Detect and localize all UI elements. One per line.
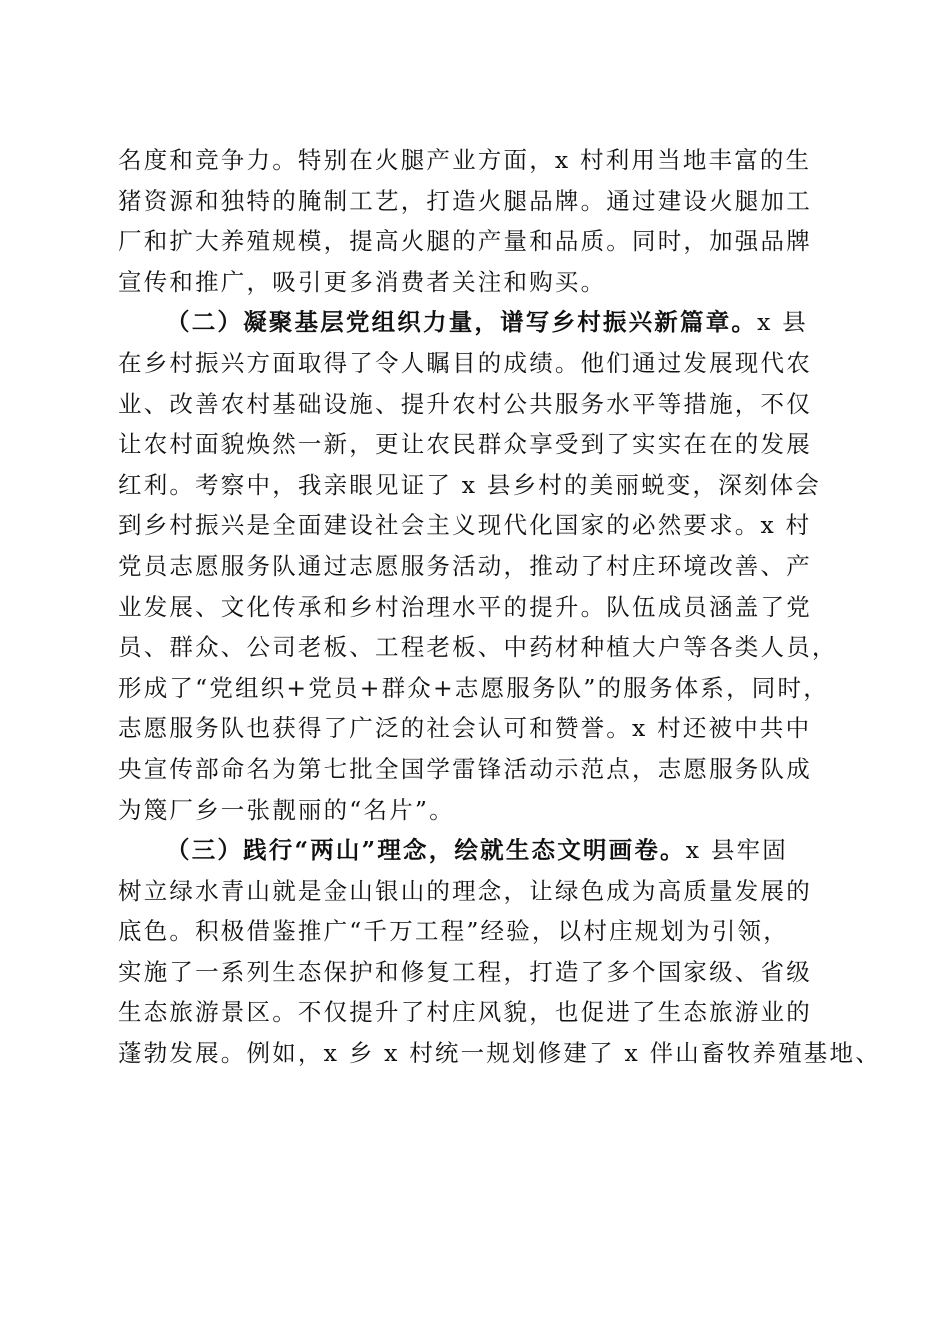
text-line: 业、改善农村基础设施、提升农村公共服务水平等措施，不仅 (118, 389, 812, 418)
text-line: 党员志愿服务队通过志愿服务活动，推动了村庄环境改善、产 (118, 551, 812, 580)
text-line: 让农村面貌焕然一新，更让农民群众享受到了实实在在的发展 (118, 430, 812, 459)
paragraph-3 (118, 830, 881, 1074)
text-line: 生态旅游景区。不仅提升了村庄风貌，也促进了生态旅游业的 (118, 998, 812, 1027)
text-line: 红利。考察中，我亲眼见证了 x 县乡村的美丽蜕变，深刻体会 (118, 470, 821, 499)
text-line: 树立绿水青山就是金山银山的理念，让绿色成为高质量发展的 (118, 876, 812, 905)
section-heading-3: （三）践行“两山”理念，绘就生态文明画卷。 (166, 836, 686, 865)
text-line: 名度和竞争力。特别在火腿产业方面，x 村利用当地丰富的生 (118, 146, 812, 174)
text-line: 到乡村振兴是全面建设社会主义现代化国家的必然要求。x 村 (118, 511, 812, 540)
text-line: 宣传和推广，吸引更多消费者关注和购买。 (118, 267, 607, 296)
paragraph-2 (118, 302, 838, 830)
paragraph-3-first-line-text: x 县牢固 (685, 836, 788, 865)
text-line: 形成了“党组织+党员+群众+志愿服务队”的服务体系，同时， (118, 673, 829, 702)
text-line: 员、群众、公司老板、工程老板、中药材种植大户等各类人员， (118, 633, 838, 662)
text-line: 猪资源和独特的腌制工艺，打造火腿品牌。通过建设火腿加工 (118, 186, 812, 215)
text-line: 业发展、文化传承和乡村治理水平的提升。队伍成员涵盖了党 (118, 592, 812, 621)
paragraph-1 (118, 140, 838, 302)
text-line: 蓬勃发展。例如，x 乡 x 村统一规划修建了 x 伴山畜牧养殖基地、 (118, 1039, 881, 1068)
text-line: 央宣传部命名为第七批全国学雷锋活动示范点，志愿服务队成 (118, 754, 812, 783)
document-body (118, 140, 881, 1074)
text-line: 志愿服务队也获得了广泛的社会认可和赞誉。x 村还被中共中 (118, 714, 812, 743)
text-line: 厂和扩大养殖规模，提高火腿的产量和品质。同时，加强品牌 (118, 227, 812, 256)
paragraph-2-first-line-text: x 县 (757, 308, 808, 337)
text-line: 底色。积极借鉴推广“千万工程”经验，以村庄规划为引领， (118, 917, 789, 946)
text-line: 在乡村振兴方面取得了令人瞩目的成绩。他们通过发展现代农 (118, 348, 812, 377)
paragraph-3-first-line (118, 830, 838, 871)
text-line: 为篾厂乡一张靓丽的“名片”。 (118, 795, 455, 824)
section-heading-2: （二）凝聚基层党组织力量，谱写乡村振兴新篇章。 (166, 308, 758, 337)
paragraph-2-first-line (118, 302, 838, 343)
text-line: 实施了一系列生态保护和修复工程，打造了多个国家级、省级 (118, 957, 812, 986)
